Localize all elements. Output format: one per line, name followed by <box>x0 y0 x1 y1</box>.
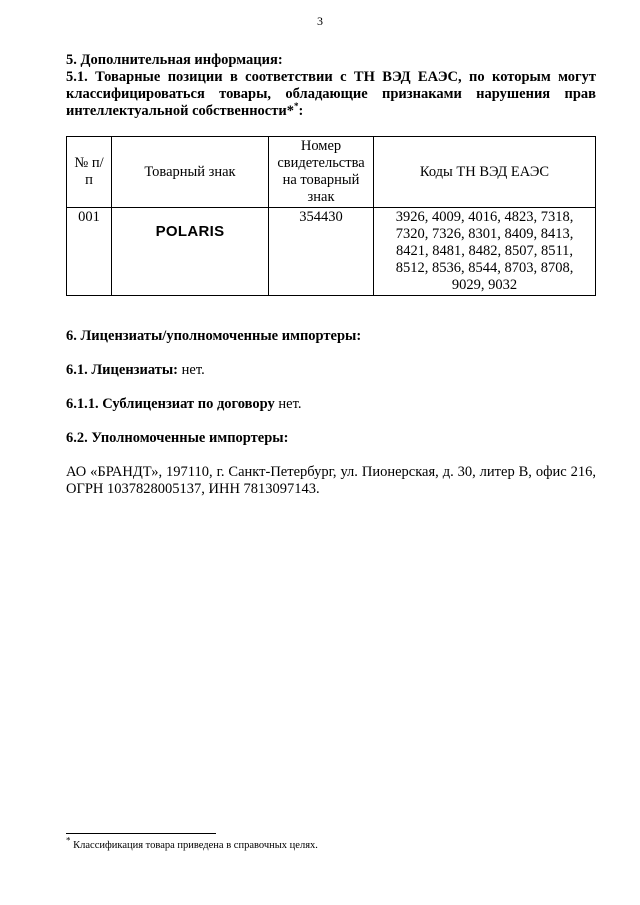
table-header-row <box>67 137 596 208</box>
importer-details: АО «БРАНДТ», 197110, г. Санкт-Петербург, ул. Пионерская, д. 30, литер В, офис 216, ОГРН 1037828005137, ИНН 7813097143. <box>66 464 596 497</box>
cell-codes: 3926, 4009, 4016, 4823, 7318, 7320, 7326, 8301, 8409, 8413, 8421, 8481, 8482, 8507, 8511, 8512, 8536, 8544, 8703, 8708, 9029, 9032 <box>374 208 596 296</box>
section-6-1 <box>66 362 596 379</box>
section-6-title: 6. Лицензиаты/уполномоченные импортеры: <box>66 328 362 344</box>
cell-certificate: 354430 <box>269 208 374 296</box>
document-body <box>66 52 596 498</box>
section-6-2-title: 6.2. Уполномоченные импортеры: <box>66 430 289 446</box>
footnote <box>66 835 318 851</box>
footnote-marker: * <box>293 101 299 112</box>
section-6-1-1 <box>66 396 596 413</box>
section-6-1-label: 6.1. Лицензиаты: <box>66 362 179 378</box>
cell-num: 001 <box>67 208 112 296</box>
section-5-1-text: 5.1. Товарные позиции в соответствии с ТН ВЭД ЕАЭС, по которым могут классифицироваться товары, обладающие признаками нарушения прав интеллектуальной собственности* <box>66 69 596 119</box>
section-5-1-colon: : <box>298 103 304 119</box>
section-5-1-title <box>66 69 596 120</box>
header-certificate: Номер свидетельства на товарный знак <box>269 137 374 208</box>
section-5-title: 5. Дополнительная информация: <box>66 52 283 68</box>
header-codes: Коды ТН ВЭД ЕАЭС <box>374 137 596 208</box>
table-row <box>67 208 596 296</box>
page-number: 3 <box>317 14 323 28</box>
footnote-mark: * <box>66 835 71 846</box>
trademark-table <box>66 136 596 296</box>
footnote-divider <box>66 833 216 834</box>
section-6-1-1-label: 6.1.1. Сублицензиат по договору <box>66 396 275 412</box>
cell-trademark <box>112 208 269 296</box>
footnote-text: Классификация товара приведена в справочных целях. <box>70 840 318 851</box>
trademark-polaris: POLARIS <box>155 223 225 240</box>
section-6-1-1-value: нет. <box>274 396 302 412</box>
header-num: № п/п <box>67 137 112 208</box>
header-trademark: Товарный знак <box>112 137 269 208</box>
section-6-1-value: нет. <box>178 362 205 378</box>
